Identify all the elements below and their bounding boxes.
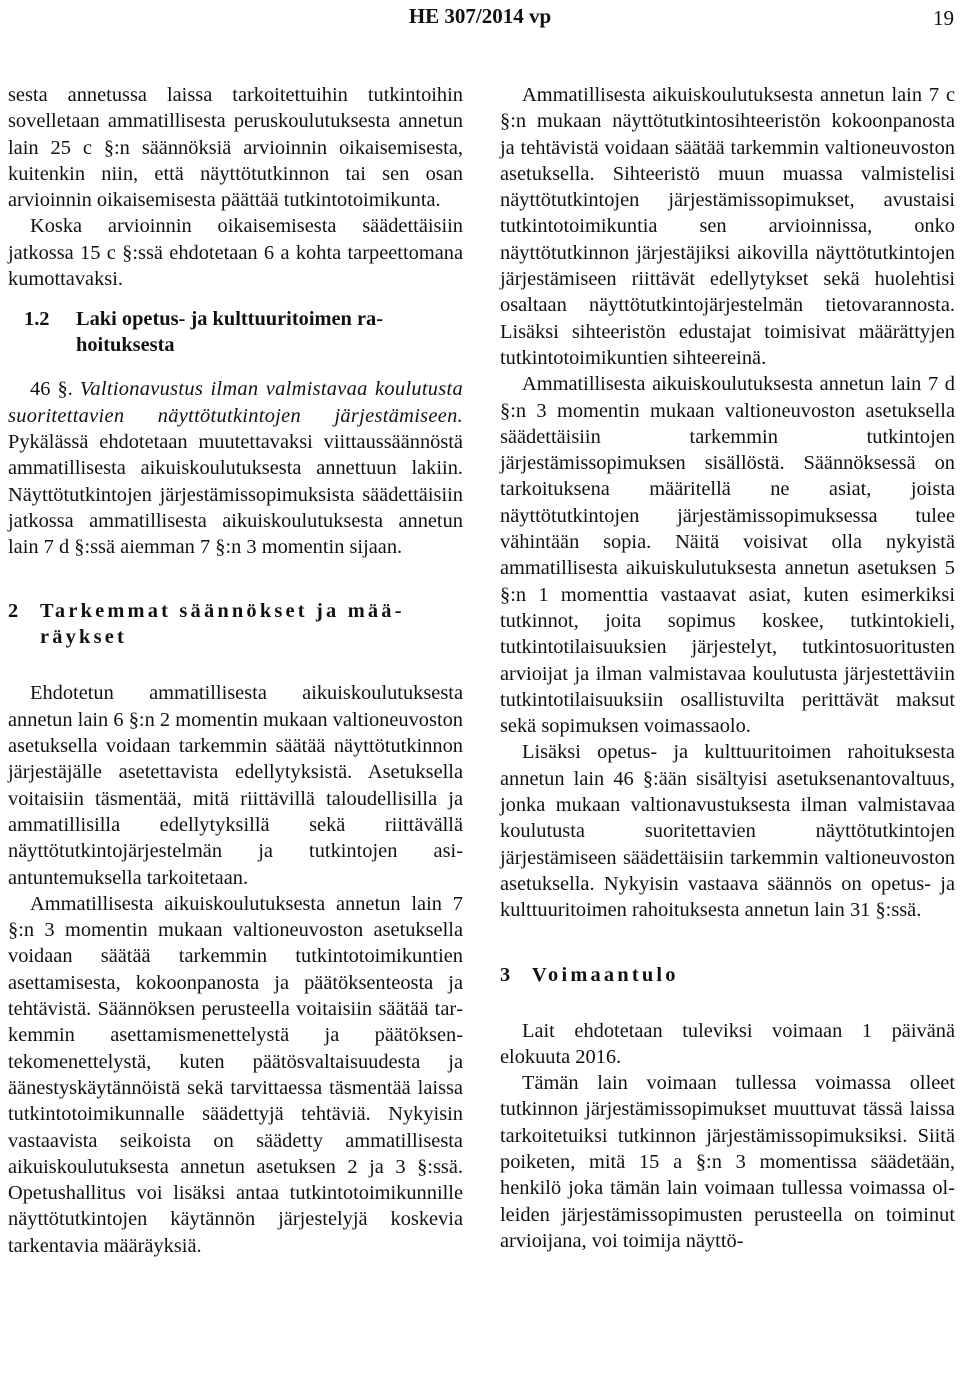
right-column [500,82,955,1254]
paragraph-body: Pykälässä ehdotetaan muutettavaksi viittaussäännöstä ammatillisesta aikuiskoulutuksesta annettuun lakiin. Näyttötutkintojen järjestämissopimuksista säädettäisiin jatkossa ammatillisesta aikuiskoulutuksesta annetun lain 7 d §:ssä aiemman 7 §:n 3 momentin sijaan. [8,430,463,559]
paragraph: Lisäksi opetus- ja kulttuuritoimen rahoituksesta annetun lain 46 §:ään sisältyisi asetuksenantovaltuus, jonka mukaan valtionavustuksesta ilman valmistavaa koulutusta suoritettavien näyttötutkintojen järjestämiseen säädettäisiin tarkemmin valtioneuvoston asetuksella. Nykyisin vastaava säännös on opetus- ja kulttuuritoimen rahoituksesta annetun lain 31 §:ssä. [500,741,955,922]
paragraph: Ammatillisesta aikuiskoulutuksesta annetun lain 7 §:n 3 momentin mukaan valtioneuvoston asetuksella voidaan säätää tarkemmin tutkintotoimikuntien asettamisesta, kokoonpanosta ja päätöksenteosta ja tehtävistä. Säännöksen perusteella voitaisiin säätää tarkemmin asettamismenettelystä ja päätöksentekomenettelystä, kuten päätösvaltaisuudesta ja äänestyskäytännöistä sekä tarvittaessa täsmentää laissa tutkintotoimikunnalle säädettyjä tehtäviä. Nykyisin vastaavista seikoista on säädetty ammatillisesta aikuiskoulutuksesta annetun asetuksen 2 ja 3 §:ssä. Opetushallitus voi lisäksi antaa tutkintotoimikunnille näyttötutkintojen käytännön järjestelyjä koskevia tarkentavia määräyksiä. [8,892,463,1257]
paragraph: Tämän lain voimaan tullessa voimassa olleet tutkinnon järjestämissopimukset muuttuvat tässä laissa tarkoitetuiksi tutkinnon järjestämissopimuksiksi. Siitä poiketen, mitä 15 a §:n 3 momentissa säädetään, henkilö joka tämän lain voimaan tullessa voimassa olleiden järjestämissopimusten perusteella on toiminut arvioijana, voi toimija näyttö- [500,1072,955,1252]
section-heading [8,598,463,650]
section-title: Laki opetus- ja kulttuuritoimen rahoituksesta [76,308,384,357]
paragraph: sesta annetussa laissa tarkoitettuihin tutkintoihin sovelletaan ammatillisesta peruskoulutuksesta annetun lain 25 c §:n säännöksiä arvioinnin oikaisemisesta, kuitenkin niin, että näyttötutkinnon tai sen osan arvioinnin oikaisemisesta päättää tutkintotoimikunta. [8,84,463,212]
section-title: Tarkemmat säännökset ja määräykset [40,600,402,649]
paragraph: Koska arvioinnin oikaisemisesta säädettäisiin jatkossa 15 c §:ssä ehdotetaan 6 a kohta tarpeettomana kumottavaksi. [8,215,463,291]
section-number: 1.2 [24,308,50,331]
paragraph: Ammatillisesta aikuiskoulutuksesta annetun lain 7 d §:n 3 momentin mukaan valtioneuvoston asetuksella säädettäisiin tarkemmin tutkintojen järjestämissopimuksen sisällöstä. Säännöksessä on tarkoituksena määritellä ne asiat, joista näyttötutkintojen järjestämissopimuksessa tulee vähintään sopia. Näitä voisivat olla nykyistä ammatillisesta aikuiskulutuksesta annetun asetuksen 5 §:n 1 momenttia vastaavat asiat, kuten esimerkiksi tutkinnot, joita sopimus koskee, tutkintokieli, tutkintotilaisuuksien järjestelyt, tutkintosuoritusten arvioijat ja ilman valmistavaa koulutusta järjestettäviin tutkintotilaisuuksiin osallistuvilta perittävät maksut sekä sopimuksen voimassaolo. [500,373,955,738]
page-number: 19 [933,6,954,30]
section-number: 3 [500,963,511,986]
section-ref: 46 §. [30,378,73,401]
section-title-italic: Valtionavustus ilman valmistavaa koulutusta suoritettavien näyttötutkintojen järjestämiseen. [8,378,463,427]
section-heading [8,306,463,358]
section-title: Voimaantulo [532,963,679,986]
paragraph: Ehdotetun ammatillisesta aikuiskoulutuksesta annetun lain 6 §:n 2 momentin mukaan valtioneuvoston asetuksella voidaan tarkemmin säätää näyttötutkinnon järjestäjälle asetettavista edellytyksistä. Asetuksella voitaisiin täsmentää, mitä riittävillä taloudellisilla ja ammatillisilla edellytyksillä sekä riittävällä näyttötutkintojärjestelmän ja tutkintojen asiantuntemuksella tarkoitetaan. [8,682,463,889]
left-column [8,82,463,1259]
document-id: HE 307/2014 vp [408,4,552,28]
section-number: 2 [8,600,19,623]
paragraph: Lait ehdotetaan tuleviksi voimaan 1 päivänä elokuuta 2016. [500,1019,955,1068]
page-header [0,0,960,38]
section-heading [500,962,955,988]
paragraph: Ammatillisesta aikuiskoulutuksesta annetun lain 7 c §:n mukaan näyttötutkintosihteeristön kokoonpanosta ja tehtävistä voidaan säätää tarkemmin valtioneuvoston asetuksella. Sihteeristö muun muassa valmistelisi näyttötutkintojen järjestämissopimukset, avustaisi tutkintotoimikuntia sen arvioinnissa, onko näyttötutkinnon järjestäjiksi aikovilla näyttötutkintojen järjestämiseen riittävät edellytykset sekä huolehtisi osaltaan näyttötutkintojärjestelmän tietovarannosta. Lisäksi sihteeristön edustajat toimisivat määrättyjen tutkintotoimikuntien sihteereinä. [500,84,955,369]
paragraph [8,376,463,560]
